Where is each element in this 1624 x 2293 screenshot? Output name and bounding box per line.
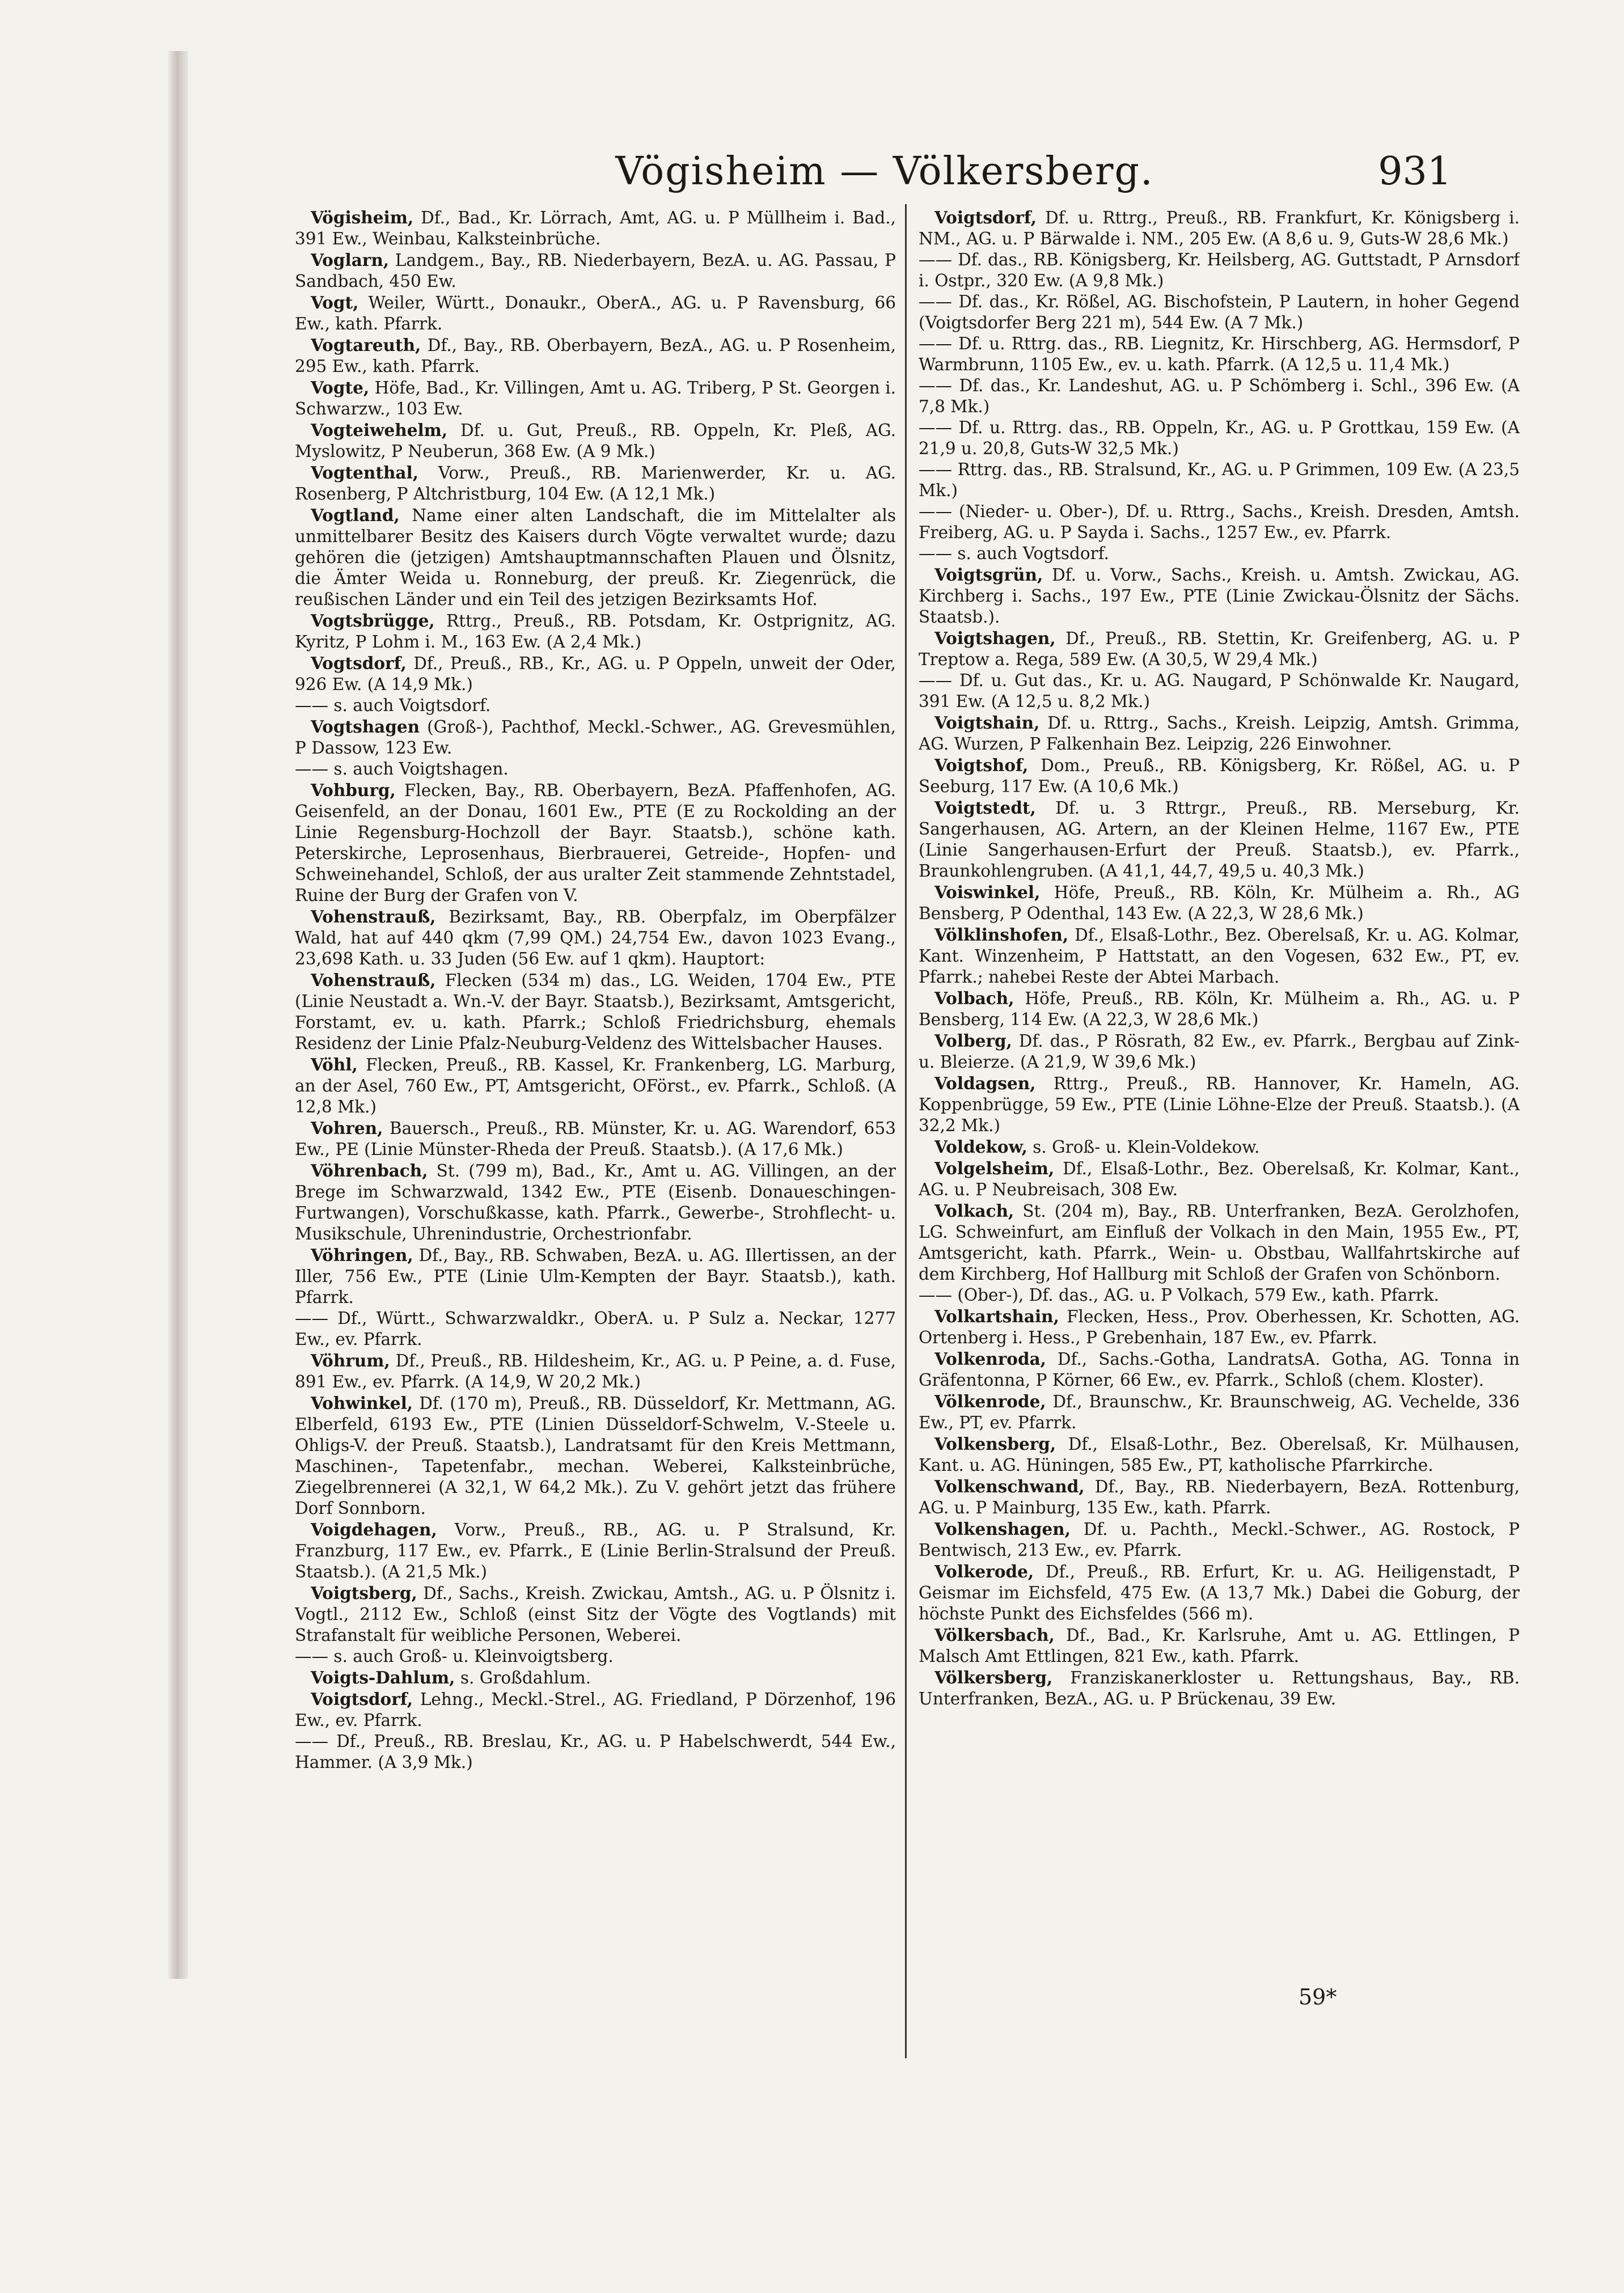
- column-divider: [905, 204, 907, 2058]
- entry: [919, 882, 1520, 924]
- entry: [295, 906, 896, 970]
- entry: [919, 207, 1520, 249]
- entry-text: Df., Sachs., Kreish. Zwickau, Amtsh., AG. u. P Ölsnitz i. Vogtl., 2112 Ew., Schloß (einst Sitz der Vögte des Vogtlands) mit Strafanstalt für weibliche Personen, Weberei.: [295, 1584, 896, 1645]
- entry-headword: Voigtstedt,: [934, 798, 1036, 818]
- entry-text: —— Df., Preuß., RB. Breslau, Kr., AG. u. P Habelschwerdt, 544 Ew., Hammer. (A 3,9 Mk.): [295, 1732, 896, 1772]
- entry-headword: Voiswinkel,: [934, 882, 1041, 902]
- entry-text: Vorw., Preuß., RB., AG. u. P Stralsund, Kr. Franzburg, 117 Ew., ev. Pfarrk., E (Linie Berlin-Stralsund der Preuß. Staatsb.). (A 21,5 Mk.): [295, 1520, 896, 1581]
- entry: [919, 1136, 1520, 1158]
- entry-text: Df., Bad., Kr. Lörrach, Amt, AG. u. P Müllheim i. Bad., 391 Ew., Weinbau, Kalksteinbrüche.: [295, 208, 896, 248]
- entry: [295, 505, 896, 610]
- entry: [919, 755, 1520, 797]
- entry-headword: Voigtshof,: [934, 755, 1029, 775]
- entry-headword: Vogtsbrügge,: [311, 611, 435, 631]
- entry-text: Df., Bad., Kr. Karlsruhe, Amt u. AG. Ettlingen, P Malsch Amt Ettlingen, 821 Ew., kath. Pfarrk.: [919, 1626, 1520, 1666]
- entry-text: Flecken, Hess., Prov. Oberhessen, Kr. Schotten, AG. Ortenberg i. Hess., P Grebenhain, 187 Ew., ev. Pfarrk.: [919, 1307, 1520, 1347]
- entry-headword: Vogte,: [311, 378, 370, 397]
- entry: [919, 1285, 1520, 1306]
- entry-text: Df. u. Vorw., Sachs., Kreish. u. Amtsh. Zwickau, AG. Kirchberg i. Sachs., 197 Ew., PTE (Linie Zwickau-Ölsnitz der Sächs. Staatsb.).: [919, 565, 1520, 627]
- entry-text: Df., Bay., RB. Schwaben, BezA. u. AG. Illertissen, an der Iller, 756 Ew., PTE (Linie Ulm-Kempten der Bayr. Staatsb.), kath. Pfarrk.: [295, 1246, 896, 1307]
- entry-headword: Völklinshofen,: [934, 925, 1069, 945]
- entry-text: Df., Braunschw., Kr. Braunschweig, AG. Vechelde, 336 Ew., PT, ev. Pfarrk.: [919, 1392, 1520, 1432]
- entry-text: Rttrg., Preuß., RB. Potsdam, Kr. Ostprignitz, AG. Kyritz, P Lohm i. M., 163 Ew. (A 2,4 Mk.): [295, 611, 896, 651]
- entry: [295, 759, 896, 780]
- entry: [295, 335, 896, 377]
- entry-text: Df. u. Pachth., Meckl.-Schwer., AG. Rostock, P Bentwisch, 213 Ew., ev. Pfarrk.: [919, 1520, 1520, 1560]
- entry: [295, 1393, 896, 1519]
- entry-text: —— Df. u. Rttrg. das., RB. Oppeln, Kr., AG. u. P Grottkau, 159 Ew. (A 21,9 u. 20,8, Guts-W 32,5 Mk.): [919, 418, 1520, 458]
- entry-text: Df., Elsaß-Lothr., Bez. Oberelsaß, Kr. Kolmar, Kant., AG. u. P Neubreisach, 308 Ew.: [919, 1159, 1520, 1199]
- entry: [295, 207, 896, 249]
- entry: [919, 924, 1520, 988]
- entry-headword: Vöhringen,: [311, 1245, 413, 1265]
- entry-text: Df. u. Rttrg., Preuß., RB. Frankfurt, Kr. Königsberg i. NM., AG. u. P Bärwalde i. NM., 205 Ew. (A 8,6 u. 9, Guts-W 28,6 Mk.): [919, 208, 1520, 248]
- entry-text: Df., Preuß., RB. Stettin, Kr. Greifenberg, AG. u. P Treptow a. Rega, 589 Ew. (A 30,5, W 29,4 Mk.): [919, 629, 1520, 669]
- entry-text: Höfe, Preuß., RB. Köln, Kr. Mülheim a. Rh., AG Bensberg, P Odenthal, 143 Ew. (A 22,3, W 28,6 Mk.): [919, 883, 1520, 923]
- entry: [295, 420, 896, 462]
- entry: [295, 1160, 896, 1245]
- entry: [295, 1308, 896, 1350]
- entry: [919, 712, 1520, 755]
- entry-headword: Vogtshagen: [311, 717, 420, 737]
- entry: [919, 797, 1520, 882]
- entry-headword: Voldagsen,: [934, 1073, 1036, 1093]
- entry: [295, 716, 896, 759]
- entry: [295, 377, 896, 420]
- entry-headword: Vogtenthal,: [311, 463, 418, 483]
- entry: [919, 1158, 1520, 1200]
- entry: [919, 459, 1520, 501]
- left-column: [295, 207, 896, 2067]
- entry: [919, 375, 1520, 417]
- entry-text: Name einer alten Landschaft, die im Mittelalter als unmittelbarer Besitz des Kaisers durch Vögte verwaltet wurde; dazu gehören die (jetzigen) Amtshauptmannschaften Plauen und Ölsnitz, die Ämter Weida u. Ronneburg, der preuß. Kr. Ziegenrück, die reußischen Länder und ein Teil des jetzigen Bezirksamts Hof.: [295, 506, 896, 609]
- entry: [919, 564, 1520, 628]
- entry: [295, 1054, 896, 1118]
- entry-text: Df., Elsaß-Lothr., Bez. Oberelsaß, Kr. Mülhausen, Kant. u. AG. Hüningen, 585 Ew., PT, katholische Pfarrkirche.: [919, 1435, 1520, 1475]
- entry-headword: Volbach,: [934, 988, 1014, 1008]
- header-title: Vögisheim — Völkersberg.: [615, 149, 1154, 194]
- entry-headword: Vohren,: [311, 1118, 383, 1138]
- entry: [919, 1624, 1520, 1667]
- entry: [919, 1348, 1520, 1391]
- entry: [919, 988, 1520, 1030]
- entry: [295, 249, 896, 292]
- entry-headword: Vöhl,: [311, 1055, 358, 1074]
- entry: [295, 462, 896, 505]
- entry: [919, 628, 1520, 670]
- entry: [295, 1245, 896, 1308]
- entry: [919, 249, 1520, 291]
- entry: [919, 1433, 1520, 1476]
- entry-headword: Vohwinkel,: [311, 1393, 413, 1413]
- entry: [295, 292, 896, 335]
- entry-headword: Voigdehagen,: [311, 1520, 437, 1539]
- entry-headword: Volberg,: [934, 1031, 1012, 1051]
- page-number: 931: [1378, 149, 1452, 194]
- entry-headword: Vohenstrauß,: [311, 970, 436, 990]
- entry-headword: Völkersbach,: [934, 1625, 1055, 1645]
- entry-headword: Voigtsdorf,: [311, 1689, 413, 1709]
- entry-headword: Völkenrode,: [934, 1391, 1046, 1411]
- entry-text: —— Df. u. Gut das., Kr. u. AG. Naugard, P Schönwalde Kr. Naugard, 391 Ew. (A 12,5 u. 8,2 Mk.): [919, 671, 1520, 711]
- entry-text: s. Großdahlum.: [455, 1668, 591, 1687]
- entry-text: Lehng., Meckl.-Strel., AG. Friedland, P Dörzenhof, 196 Ew., ev. Pfarrk.: [295, 1690, 896, 1730]
- entry: [295, 1646, 896, 1667]
- entry: [919, 501, 1520, 543]
- entry: [295, 695, 896, 716]
- entry-headword: Vögisheim,: [311, 208, 414, 227]
- entry: [919, 1667, 1520, 1710]
- entry: [919, 1200, 1520, 1285]
- entry-headword: Voigtshain,: [934, 713, 1040, 733]
- entry-headword: Vohenstrauß,: [311, 907, 436, 926]
- entry-text: —— Df. u. Rttrg. das., RB. Liegnitz, Kr. Hirschberg, AG. Hermsdorf, P Warmbrunn, 1105 Ew., ev. u. kath. Pfarrk. (A 12,5 u. 11,4 Mk.): [919, 334, 1520, 374]
- entry-text: Df. (170 m), Preuß., RB. Düsseldorf, Kr. Mettmann, AG. Elberfeld, 6193 Ew., PTE (Linien Düsseldorf-Schwelm, V.-Steele u. Ohligs-V. der Preuß. Staatsb.), Landratsamt für den Kreis Mettmann, Maschinen-, Tapetenfabr., mechan. Weberei, Kalksteinbrüche, Ziegelbrennerei (A 32,1, W 64,2 Mk.). Zu V. gehört jetzt das frühere Dorf Sonnborn.: [295, 1394, 896, 1518]
- entry-headword: Volgelsheim,: [934, 1158, 1055, 1178]
- entry-headword: Voigtsdorf,: [934, 208, 1037, 227]
- entry-text: —— s. auch Voigtshagen.: [295, 759, 509, 779]
- entry: [919, 1073, 1520, 1136]
- entry-headword: Vogteiwehelm,: [311, 420, 448, 440]
- entry-text: (Groß-), Pachthof, Meckl.-Schwer., AG. Grevesmühlen, P Dassow, 123 Ew.: [295, 717, 896, 758]
- entry-text: Bezirksamt, Bay., RB. Oberpfalz, im Oberpfälzer Wald, hat auf 440 qkm (7,99 QM.) 24,754 Ew., davon 1023 Evang., 23,698 Kath. u. 33 Juden (56 Ew. auf 1 qkm). Hauptort:: [295, 907, 896, 968]
- entry-headword: Volkenroda,: [934, 1349, 1046, 1369]
- entry: [295, 610, 896, 653]
- signature-mark: 59*: [1299, 1985, 1337, 2009]
- entry-text: Landgem., Bay., RB. Niederbayern, BezA. u. AG. Passau, P Sandbach, 450 Ew.: [295, 251, 896, 291]
- entry-text: Dom., Preuß., RB. Königsberg, Kr. Rößel, AG. u. P Seeburg, 117 Ew. (A 10,6 Mk.): [919, 756, 1520, 796]
- entry-headword: Vogtsdorf,: [311, 653, 407, 673]
- entry-text: —— Df. das., RB. Königsberg, Kr. Heilsberg, AG. Guttstadt, P Arnsdorf i. Ostpr., 320 Ew. (A 9,8 Mk.): [919, 250, 1520, 290]
- entry-text: Df., Preuß., RB. Erfurt, Kr. u. AG. Heiligenstadt, P Geismar im Eichsfeld, 475 Ew. (A 13,7 Mk.) Dabei die Goburg, der höchste Punkt des Eichsfeldes (566 m).: [919, 1562, 1520, 1623]
- entry-text: —— Df. das., Kr. Landeshut, AG. u. P Schömberg i. Schl., 396 Ew. (A 7,8 Mk.): [919, 376, 1520, 416]
- entry-headword: Vöhrenbach,: [311, 1161, 428, 1181]
- entry: [295, 1689, 896, 1731]
- entry-text: Df. u. Rttrg., Sachs., Kreish. Leipzig, Amtsh. Grimma, AG. Wurzen, P Falkenhain Bez. Leipzig, 226 Einwohner.: [919, 713, 1520, 754]
- entry-text: St. (204 m), Bay., RB. Unterfranken, BezA. Gerolzhofen, LG. Schweinfurt, am Einfluß der Volkach in den Main, 1955 Ew., PT, Amtsgericht, kath. Pfarrk., Wein- u. Obstbau, Wallfahrtskirche auf dem Kirchberg, Hof Hallburg mit Schloß der Grafen von Schönborn.: [919, 1202, 1520, 1284]
- entry-text: —— (Ober-), Df. das., AG. u. P Volkach, 579 Ew., kath. Pfarrk.: [919, 1285, 1439, 1305]
- entry-text: Flecken, Bay., RB. Oberbayern, BezA. Pfaffenhofen, AG. Geisenfeld, an der Donau, 1601 Ew., PTE (E zu Rockolding an der Linie Regensburg-Hochzoll der Bayr. Staatsb.), schöne kath. Peterskirche, Leprosenhaus, Bierbrauerei, Getreide-, Hopfen- und Schweinehandel, Schloß, der aus uralter Zeit stammende Zehntstadel, Ruine der Burg der Grafen von V.: [295, 781, 896, 905]
- entry-text: Höfe, Bad., Kr. Villingen, Amt u. AG. Triberg, P St. Georgen i. Schwarzw., 103 Ew.: [295, 378, 896, 418]
- entry-text: —— (Nieder- u. Ober-), Df. u. Rttrg., Sachs., Kreish. Dresden, Amtsh. Freiberg, AG. u. P Sayda i. Sachs., 1257 Ew., ev. Pfarrk.: [919, 502, 1520, 542]
- entry-text: Df., Bay., RB. Oberbayern, BezA., AG. u. P Rosenheim, 295 Ew., kath. Pfarrk.: [295, 336, 896, 376]
- entry-headword: Volkerode,: [934, 1562, 1034, 1581]
- binding-shadow: [168, 51, 188, 1979]
- entry-text: Df. das., P Rösrath, 82 Ew., ev. Pfarrk., Bergbau auf Zink- u. Bleierze. (A 21,9, W 39,6 Mk.): [919, 1031, 1520, 1072]
- entry: [919, 1030, 1520, 1073]
- entry-headword: Volkartshain,: [934, 1306, 1059, 1326]
- entry-text: Df., Elsaß-Lothr., Bez. Oberelsaß, Kr. u. AG. Kolmar, Kant. Winzenheim, P Hattstatt, an den Vogesen, 632 Ew., PT, ev. Pfarrk.; nahebei Reste der Abtei Marbach.: [919, 925, 1520, 987]
- entry: [919, 417, 1520, 459]
- entry-headword: Vogtareuth,: [311, 335, 421, 355]
- entry-text: Franziskanerkloster u. Rettungshaus, Bay., RB. Unterfranken, BezA., AG. u. P Brückenau, 39 Ew.: [919, 1668, 1520, 1708]
- running-header: [318, 139, 1452, 207]
- entry-text: —— Df., Württ., Schwarzwaldkr., OberA. u. P Sulz a. Neckar, 1277 Ew., ev. Pfarrk.: [295, 1309, 896, 1349]
- entry-text: —— Rttrg. das., RB. Stralsund, Kr., AG. u. P Grimmen, 109 Ew. (A 23,5 Mk.): [919, 460, 1520, 500]
- entry: [295, 1583, 896, 1646]
- entry-text: Weiler, Württ., Donaukr., OberA., AG. u. P Ravensburg, 66 Ew., kath. Pfarrk.: [295, 293, 896, 333]
- entry-headword: Vohburg,: [311, 780, 396, 800]
- entry-headword: Vogt,: [311, 293, 359, 312]
- entry-text: —— Df. das., Kr. Rößel, AG. Bischofstein, P Lautern, in hoher Gegend (Voigtsdorfer Berg 221 m), 544 Ew. (A 7 Mk.): [919, 292, 1520, 332]
- entry-text: Df. u. Gut, Preuß., RB. Oppeln, Kr. Pleß, AG. Myslowitz, P Neuberun, 368 Ew. (A 9 Mk.): [295, 421, 896, 461]
- entry-text: —— s. auch Voigtsdorf.: [295, 696, 491, 715]
- entry: [295, 653, 896, 695]
- entry-text: Df., Preuß., RB., Kr., AG. u. P Oppeln, unweit der Oder, 926 Ew. (A 14,9 Mk.): [295, 654, 896, 694]
- entry-headword: Volkach,: [934, 1201, 1014, 1221]
- entry: [919, 1518, 1520, 1561]
- entry-text: Flecken (534 m) das., LG. Weiden, 1704 Ew., PTE (Linie Neustadt a. Wn.-V. der Bayr. Staatsb.), Bezirksamt, Amtsgericht, Forstamt, ev. u. kath. Pfarrk.; Schloß Friedrichsburg, ehemals Residenz der Linie Pfalz-Neuburg-Veldenz des Wittelsbacher Hauses.: [295, 971, 896, 1053]
- entry: [295, 1519, 896, 1583]
- entry-text: Df. u. 3 Rttrgr., Preuß., RB. Merseburg, Kr. Sangerhausen, AG. Artern, an der Kleinen Helme, 1167 Ew., PTE (Linie Sangerhausen-Erfurt der Preuß. Staatsb.), ev. Pfarrk., Braunkohlengruben. (A 41,1, 44,7, 49,5 u. 40,3 Mk.): [919, 798, 1520, 881]
- entry-headword: Vogtland,: [311, 505, 400, 525]
- entry-text: Höfe, Preuß., RB. Köln, Kr. Mülheim a. Rh., AG. u. P Bensberg, 114 Ew. (A 22,3, W 28,6 Mk.): [919, 989, 1520, 1029]
- entry-headword: Völkersberg,: [934, 1668, 1053, 1687]
- entry-headword: Voigtsberg,: [311, 1583, 417, 1603]
- entry-text: Rttrg., Preuß., RB. Hannover, Kr. Hameln, AG. Koppenbrügge, 59 Ew., PTE (Linie Löhne-Elze der Preuß. Staatsb.). (A 32,2 Mk.): [919, 1074, 1520, 1135]
- entry: [919, 291, 1520, 333]
- entry: [295, 1118, 896, 1160]
- entry: [919, 1391, 1520, 1433]
- entry-text: Bauersch., Preuß., RB. Münster, Kr. u. AG. Warendorf, 653 Ew., PE (Linie Münster-Rheda der Preuß. Staatsb.). (A 17,6 Mk.): [295, 1119, 896, 1159]
- entry: [919, 543, 1520, 564]
- entry-headword: Voigtsgrün,: [934, 565, 1043, 585]
- entry-headword: Voglarn,: [311, 250, 390, 270]
- entry-headword: Volkensberg,: [934, 1434, 1056, 1454]
- entry: [919, 333, 1520, 375]
- entry-text: s. Groß- u. Klein-Voldekow.: [1027, 1137, 1260, 1157]
- entry-text: Df., Preuß., RB. Hildesheim, Kr., AG. u. P Peine, a. d. Fuse, 891 Ew., ev. Pfarrk. (A 14,9, W 20,2 Mk.): [295, 1351, 896, 1391]
- entry-text: Flecken, Preuß., RB. Kassel, Kr. Frankenberg, LG. Marburg, an der Asel, 760 Ew., PT, Amtsgericht, OFörst., ev. Pfarrk., Schloß. (A 12,8 Mk.): [295, 1055, 896, 1116]
- entry: [295, 970, 896, 1054]
- entry: [295, 1350, 896, 1393]
- entry-text: St. (799 m), Bad., Kr., Amt u. AG. Villingen, an der Brege im Schwarzwald, 1342 Ew., PTE (Eisenb. Donaueschingen-Furtwangen), Vorschußkasse, kath. Pfarrk., Gewerbe-, Strohflecht- u. Musikschule, Uhrenindustrie, Orchestrionfabr.: [295, 1161, 896, 1243]
- entry-headword: Volkenshagen,: [934, 1519, 1071, 1539]
- entry: [919, 670, 1520, 712]
- entry: [295, 780, 896, 906]
- entry-headword: Volkenschwand,: [934, 1477, 1085, 1496]
- entry: [295, 1731, 896, 1773]
- entry: [919, 1561, 1520, 1624]
- entry-text: Df., Bay., RB. Niederbayern, BezA. Rottenburg, AG. u. P Mainburg, 135 Ew., kath. Pfarrk.: [919, 1477, 1520, 1517]
- entry-text: —— s. auch Groß- u. Kleinvoigtsberg.: [295, 1647, 614, 1666]
- entry: [919, 1476, 1520, 1518]
- right-column: [919, 207, 1520, 2067]
- entry-text: Df., Sachs.-Gotha, LandratsA. Gotha, AG. Tonna in Gräfentonna, P Körner, 66 Ew., ev. Pfarrk., Schloß (chem. Kloster).: [919, 1349, 1520, 1390]
- entry: [919, 1306, 1520, 1348]
- entry-headword: Vöhrum,: [311, 1351, 390, 1370]
- entry-text: Vorw., Preuß., RB. Marienwerder, Kr. u. AG. Rosenberg, P Altchristburg, 104 Ew. (A 12,1 Mk.): [295, 463, 896, 504]
- entry-headword: Voldekow,: [934, 1137, 1027, 1157]
- entry: [295, 1667, 896, 1689]
- entry-headword: Voigtshagen,: [934, 628, 1056, 648]
- entry-headword: Voigts-Dahlum,: [311, 1668, 455, 1687]
- entry-text: —— s. auch Vogtsdorf.: [919, 544, 1109, 563]
